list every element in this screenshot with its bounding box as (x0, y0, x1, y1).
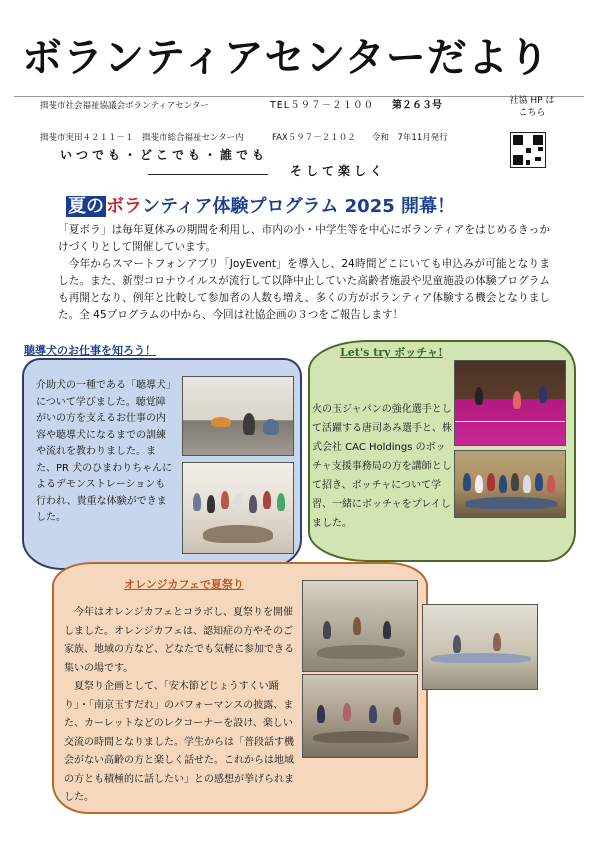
intro-paragraph-1: 「夏ボラ」は毎年夏休みの期間を利用し、市内の小・中学生等を中心にボランティアをはじめるきっかけづくりとして開催しています。 (58, 224, 550, 253)
cafe-photo-1 (302, 580, 418, 672)
headline (66, 192, 536, 218)
issue-date: 令和 7年11月発行 (372, 133, 448, 143)
cafe-paragraph-2: 夏祭り企画として、「安木節どじょうすくい踊り」・「南京玉すだれ」のパフォーマンスの披露、また、カーレットなどのレクコーナーを設け、楽しい交流の時間となりました。学生からは「普段話す機会がない高齢の方と楽しく話せた。これからは地域の方とも積極的に話したい」との感想が挙げられました。 (64, 681, 294, 803)
cafe-section-body (64, 604, 298, 808)
masthead (14, 26, 584, 86)
dog-section-body: 介助犬の一種である「聴導犬」について学びました。聴覚障がいの方を支えるお仕事の内容や聴導犬になるまでの訓練や流れを教わりました。また、PR 犬のひまわりちゃんによるデモンストレーションも行われ、貴重な体験ができました。 (36, 380, 173, 523)
boccia-court-photo (454, 360, 566, 446)
dog-training-photo (182, 376, 294, 456)
boccia-section-title: Let's try ボッチャ! (340, 346, 443, 359)
org-name: 揖斐市社会福祉協議会ボランティアセンター (40, 101, 209, 111)
cafe-photo-3 (302, 674, 418, 758)
cafe-section-title: オレンジカフェで夏祭り (124, 578, 244, 591)
boccia-section-body: 火の玉ジャパンの強化選手として活躍する唐司あみ選手と、株式会社 CAC Holdings のボッチャ支援事務局の方を講師として招き、ボッチャについて学習、一緒にボッチャをプレイしました。 (312, 404, 452, 529)
headline-part-1: 夏の (68, 196, 104, 217)
cafe-photo-2 (422, 604, 538, 690)
cafe-paragraph-1: 今年はオレンジカフェとコラボし、夏祭りを開催しました。オレンジカフェは、認知症の方やそのご家族、地域の方など、どなたでも気軽に参加できる集いの場です。 (64, 607, 294, 674)
address: 揖斐市実田４２１１－１ 揖斐市総合福祉センター内 (40, 133, 244, 143)
qr-code[interactable] (510, 132, 546, 168)
tel-number: TEL５９７－２１００ (270, 100, 375, 111)
dog-section-title: 聴導犬のお仕事を知ろう！ (24, 344, 156, 357)
headline-part-2: ボラ (106, 196, 142, 217)
headline-part-3: ンティア体験プログラム 2025 開幕！ (142, 196, 456, 217)
issue-number: 第２６３号 (392, 100, 442, 111)
boccia-group-photo (454, 450, 566, 518)
slogan-line-2: そして楽しく (290, 164, 387, 178)
masthead-title: ボランティアセンターだより (22, 34, 550, 81)
slogan-line-1: いつでも・どこでも・誰でも (60, 148, 269, 162)
fax-number: FAX５９７－２１０２ (272, 133, 356, 143)
slogan-rule (148, 174, 268, 175)
intro-paragraph-2: 今年からスマートフォンアプリ「JoyEvent」を導入し、24時間どこにいても申込みが可能となりました。また、新型コロナウイルスが流行して以降中止していた高齢者施設や児童施設の体験プログラムも再開となり、例年と比較して参加者の人数も増え、多くの方がボランティア体験する機会となりました。全 45プログラムの中から、今回は社協企画の３つをご報告します！ (58, 258, 550, 321)
dog-group-photo (182, 462, 294, 554)
slogan (50, 144, 490, 180)
intro-text (58, 222, 550, 324)
qr-label: 社協 HP は こちら (509, 96, 555, 118)
